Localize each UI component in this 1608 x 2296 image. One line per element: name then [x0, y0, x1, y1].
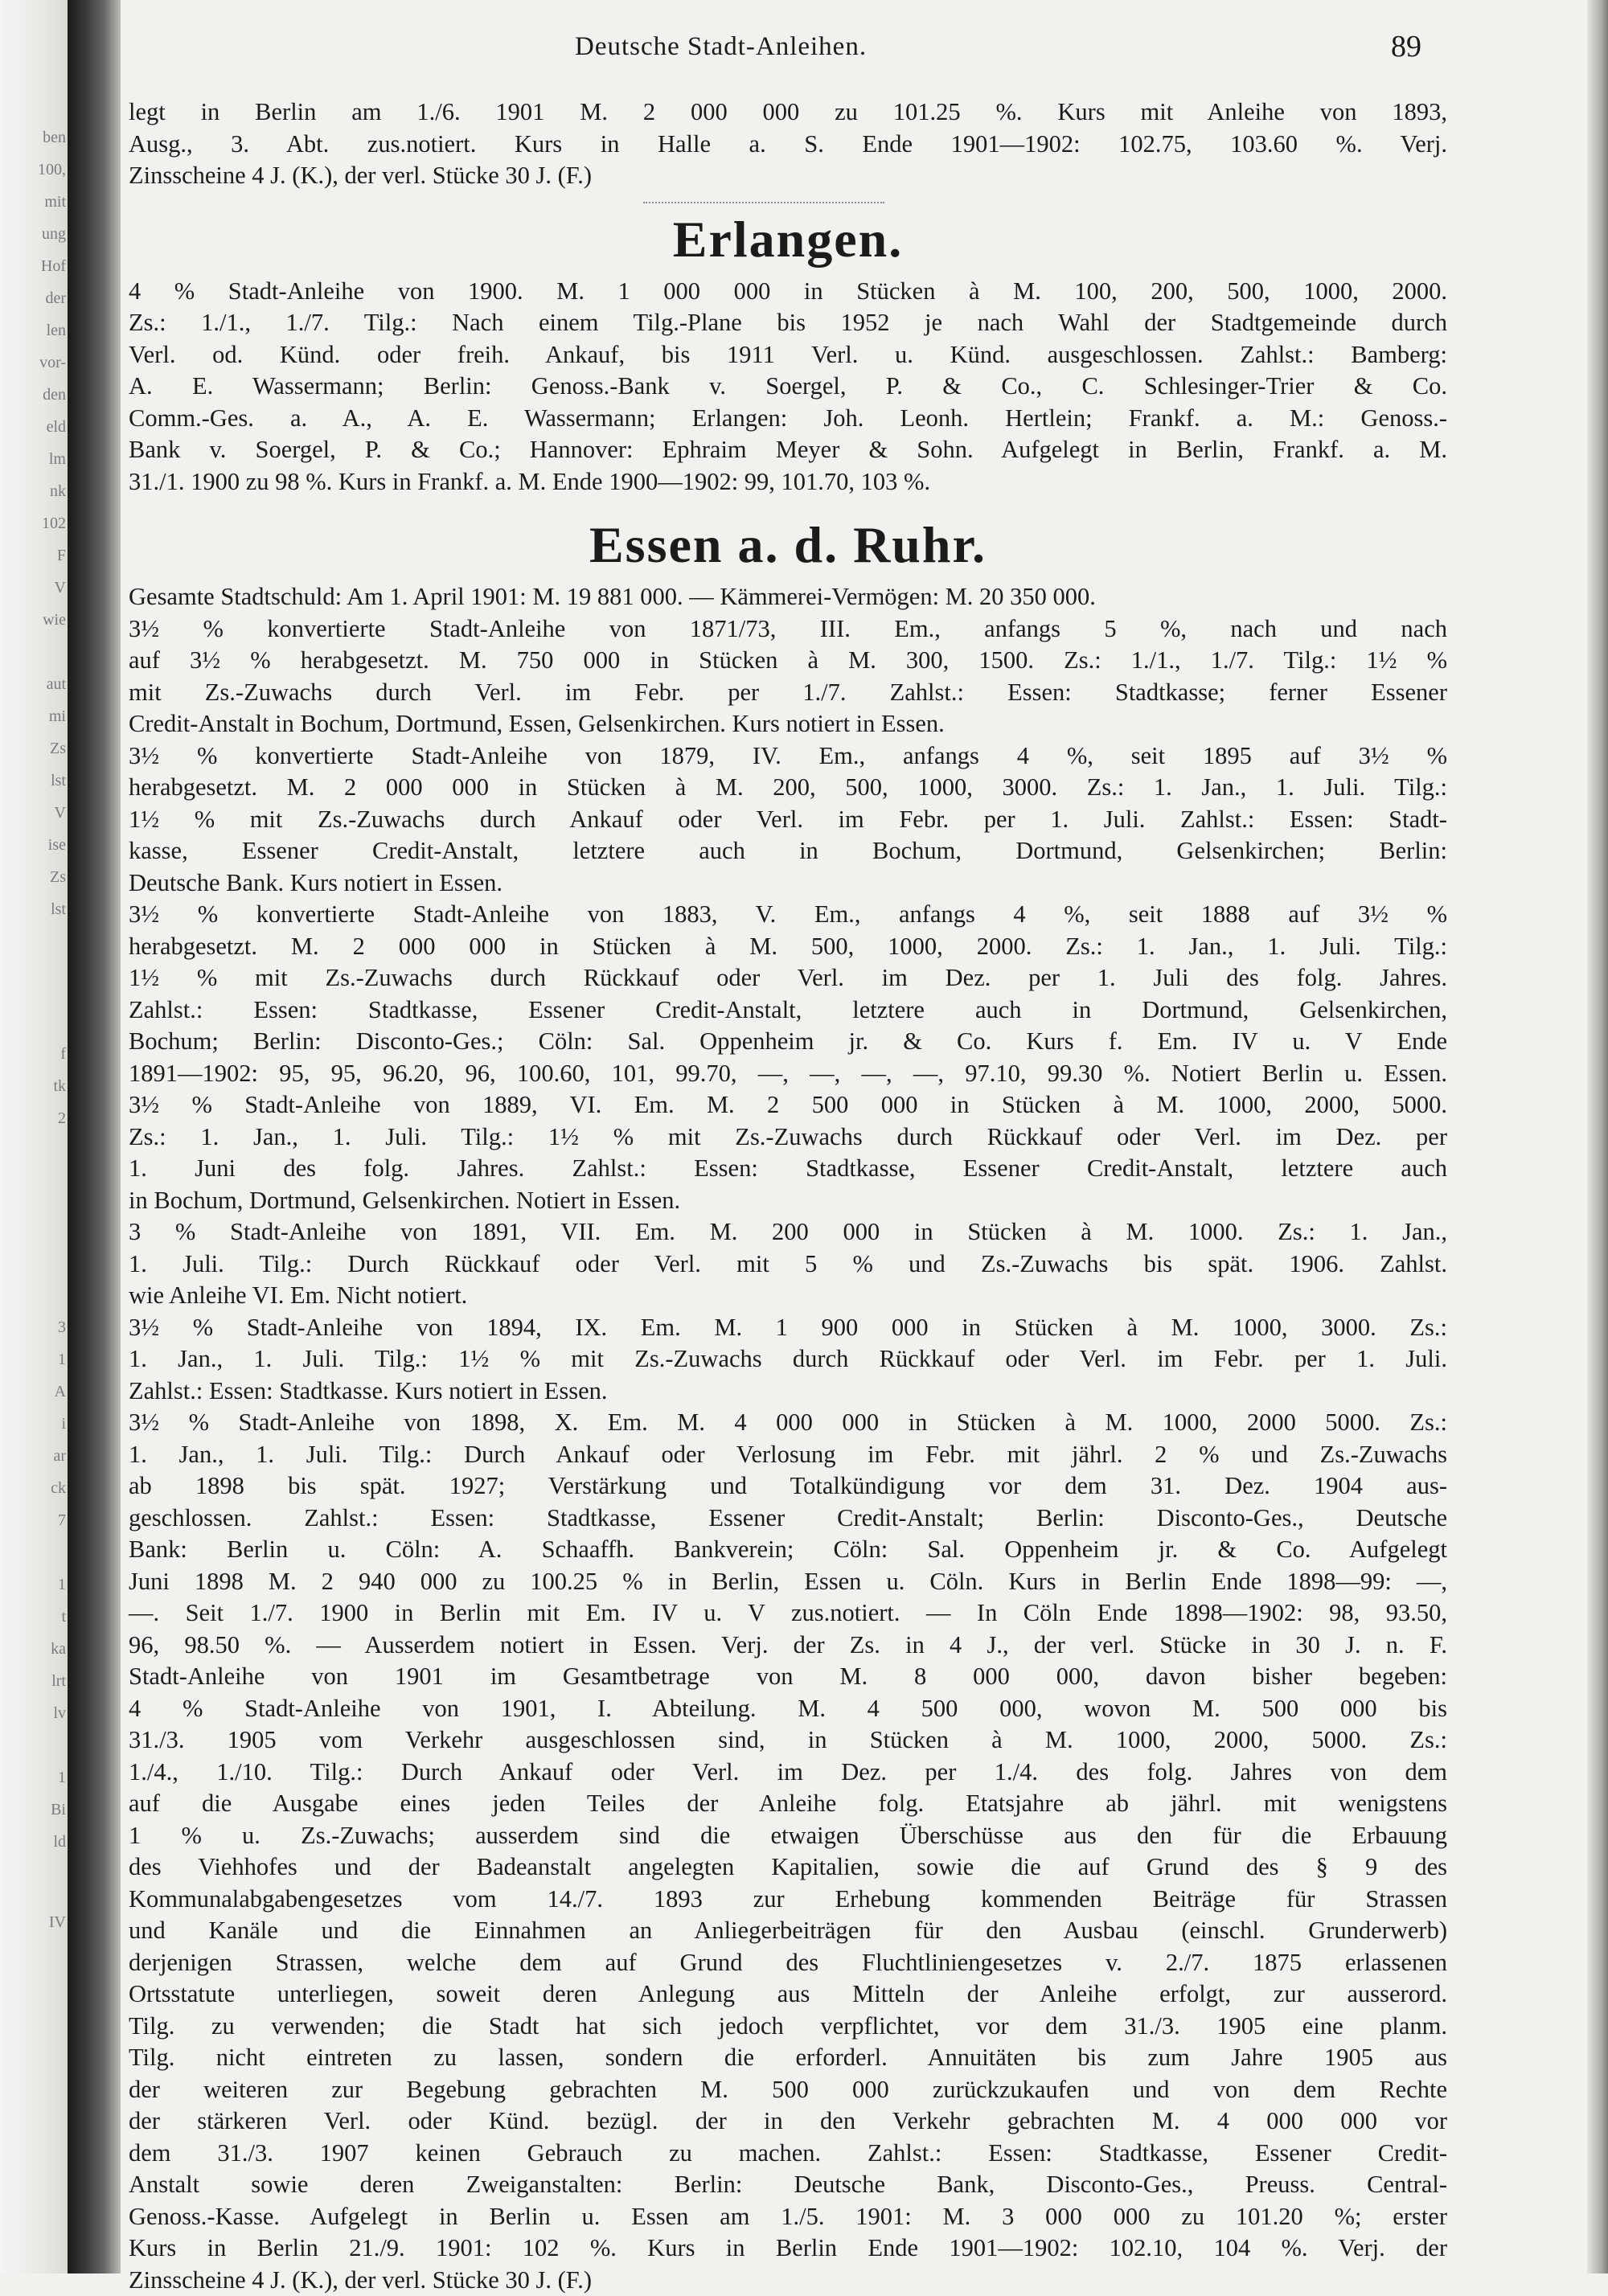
text-line: dem 31./3. 1907 keinen Gebrauch zu machen. Zahlst.: Essen: Stadtkasse, Essener Credit- — [129, 2138, 1447, 2170]
margin-fragment: t — [61, 1608, 66, 1626]
text-line: Verl. od. Künd. oder freih. Ankauf, bis 1911 Verl. u. Künd. ausgeschlossen. Zahlst.: Bamberg: — [129, 339, 1447, 371]
right-page-edge — [1587, 0, 1608, 2273]
text-line: Zahlst.: Essen: Stadtkasse, Essener Credit-Anstalt, letztere auch in Dortmund, Gelsenkirchen, — [129, 994, 1447, 1027]
text-line: Kommunalabgabengesetzes vom 14./7. 1893 zur Erhebung kommenden Beiträge für Strassen — [129, 1884, 1447, 1916]
margin-fragment: lm — [49, 450, 66, 469]
margin-fragment: eld — [47, 418, 66, 437]
text-line: auf die Ausgabe eines jeden Teiles der Anleihe folg. Etatsjahre ab jährl. mit wenigstens — [129, 1788, 1447, 1820]
text-line: 4 % Stadt-Anleihe von 1901, I. Abteilung. M. 4 500 000, wovon M. 500 000 bis — [129, 1693, 1447, 1725]
margin-fragment: Bi — [51, 1801, 66, 1819]
text-line: Zinsscheine 4 J. (K.), der verl. Stücke 30 J. (F.) — [129, 2265, 1447, 2296]
text-line: der weiteren zur Begebung gebrachten M. 500 000 zurückzukaufen und von dem Rechte — [129, 2074, 1447, 2106]
text-line: 1½ % mit Zs.-Zuwachs durch Ankauf oder Verl. im Febr. per 1. Juli. Zahlst.: Essen: Stadt- — [129, 804, 1447, 836]
margin-fragment: nk — [50, 482, 66, 501]
text-line: ab 1898 bis spät. 1927; Verstärkung und Totalkündigung vor dem 31. Dez. 1904 aus- — [129, 1470, 1447, 1503]
text-line: Zahlst.: Essen: Stadtkasse. Kurs notiert in Essen. — [129, 1376, 1447, 1408]
text-line: —. Seit 1./7. 1900 in Berlin mit Em. IV u. V zus.notiert. — In Cöln Ende 1898—1902: 98, 93.50, — [129, 1597, 1447, 1630]
text-line: 1891—1902: 95, 95, 96.20, 96, 100.60, 101, 99.70, —, —, —, —, 97.10, 99.30 %. Notiert Berlin u. Essen. — [129, 1058, 1447, 1090]
margin-fragment: 7 — [58, 1511, 66, 1530]
margin-fragment: ck — [51, 1479, 66, 1498]
margin-fragment: 2 — [58, 1109, 66, 1128]
text-line: 1. Juli. Tilg.: Durch Rückkauf oder Verl. mit 5 % und Zs.-Zuwachs bis spät. 1906. Zahlst. — [129, 1248, 1447, 1281]
margin-fragment: ben — [43, 129, 66, 147]
text-line: Deutsche Bank. Kurs notiert in Essen. — [129, 867, 1447, 900]
margin-fragment: 102 — [42, 515, 66, 533]
margin-fragment: tk — [53, 1077, 66, 1096]
text-line: kasse, Essener Credit-Anstalt, letztere auch in Bochum, Dortmund, Gelsenkirchen; Berlin: — [129, 835, 1447, 867]
margin-fragment: wie — [43, 611, 66, 629]
text-line: 96, 98.50 %. — Ausserdem notiert in Essen. Verj. der Zs. in 4 J., der verl. Stücke in 30 J. n. F. — [129, 1630, 1447, 1662]
text-line: 1. Juni des folg. Jahres. Zahlst.: Essen: Stadtkasse, Essener Credit-Anstalt, letztere auch — [129, 1153, 1447, 1185]
margin-fragment: IV — [49, 1913, 66, 1932]
margin-fragment: ld — [53, 1833, 66, 1851]
margin-fragment: mit — [44, 193, 66, 211]
margin-fragment: V — [55, 579, 66, 597]
text-line: Comm.-Ges. a. A., A. E. Wassermann; Erlangen: Joh. Leonh. Hertlein; Frankf. a. M.: Genoss.- — [129, 403, 1447, 435]
margin-fragment: V — [55, 804, 66, 822]
text-line: Zinsscheine 4 J. (K.), der verl. Stücke 30 J. (F.) — [129, 160, 1447, 192]
margin-fragment: ka — [51, 1640, 66, 1658]
margin-fragment: 3 — [58, 1318, 66, 1337]
text-line: herabgesetzt. M. 2 000 000 in Stücken à M. 200, 500, 1000, 3000. Zs.: 1. Jan., 1. Juli. Tilg.: — [129, 772, 1447, 804]
text-line: 1. Jan., 1. Juli. Tilg.: Durch Ankauf oder Verlosung im Febr. mit jährl. 2 % und Zs.-Zuwachs — [129, 1439, 1447, 1471]
text-line: herabgesetzt. M. 2 000 000 in Stücken à M. 500, 1000, 2000. Zs.: 1. Jan., 1. Juli. Tilg.: — [129, 931, 1447, 963]
text-line: des Viehhofes und der Badeanstalt angelegten Kapitalien, sowie die auf Grund des § 9 des — [129, 1851, 1447, 1884]
margin-fragment: lrt — [51, 1672, 66, 1691]
erlangen-block — [129, 276, 1447, 498]
page-number: 89 — [1391, 29, 1421, 64]
margin-fragment: lv — [53, 1704, 66, 1723]
text-line: 3 % Stadt-Anleihe von 1891, VII. Em. M. 200 000 in Stücken à M. 1000. Zs.: 1. Jan., — [129, 1216, 1447, 1248]
text-line: Tilg. zu verwenden; die Stadt hat sich jedoch verpflichtet, vor dem 31./3. 1905 eine planm. — [129, 2011, 1447, 2043]
text-line: Credit-Anstalt in Bochum, Dortmund, Essen, Gelsenkirchen. Kurs notiert in Essen. — [129, 708, 1447, 740]
margin-fragment: i — [61, 1415, 66, 1433]
margin-fragment: Zs — [50, 868, 66, 887]
text-line: Zs.: 1./1., 1./7. Tilg.: Nach einem Tilg.-Plane bis 1952 je nach Wahl der Stadtgemeinde durch — [129, 307, 1447, 339]
margin-fragment: vor- — [39, 354, 66, 372]
text-line: 3½ % konvertierte Stadt-Anleihe von 1871/73, III. Em., anfangs 5 %, nach und nach — [129, 613, 1447, 646]
margin-fragment: A — [55, 1383, 66, 1401]
text-line: 31./3. 1905 vom Verkehr ausgeschlossen sind, in Stücken à M. 1000, 2000, 5000. Zs.: — [129, 1724, 1447, 1757]
text-line: A. E. Wassermann; Berlin: Genoss.-Bank v. Soergel, P. & Co., C. Schlesinger-Trier & Co. — [129, 371, 1447, 403]
text-line: Genoss.-Kasse. Aufgelegt in Berlin u. Essen am 1./5. 1901: M. 3 000 000 zu 101.20 %; erster — [129, 2201, 1447, 2233]
text-line: geschlossen. Zahlst.: Essen: Stadtkasse, Essener Credit-Anstalt; Berlin: Disconto-Ges., Deutsche — [129, 1503, 1447, 1535]
text-line: und Kanäle und die Einnahmen an Anliegerbeiträgen für den Ausbau (einschl. Grunderwerb) — [129, 1915, 1447, 1947]
margin-fragment: ise — [48, 836, 66, 855]
margin-fragment: len — [47, 322, 66, 340]
text-line: 3½ % Stadt-Anleihe von 1898, X. Em. M. 4 000 000 in Stücken à M. 1000, 2000 5000. Zs.: — [129, 1407, 1447, 1439]
text-line: legt in Berlin am 1./6. 1901 M. 2 000 000 zu 101.25 %. Kurs mit Anleihe von 1893, — [129, 96, 1447, 129]
city-heading-essen: Essen a. d. Ruhr. — [129, 515, 1447, 575]
margin-fragment: Zs — [50, 740, 66, 758]
margin-fragment: der — [45, 289, 66, 308]
text-line: 1 % u. Zs.-Zuwachs; ausserdem sind die etwaigen Überschüsse aus den für die Erbauung — [129, 1820, 1447, 1852]
book-gutter-shadow — [68, 0, 121, 2273]
running-title: Deutsche Stadt-Anleihen. — [575, 32, 867, 62]
margin-fragment: den — [43, 386, 66, 404]
text-line: 1. Jan., 1. Juli. Tilg.: 1½ % mit Zs.-Zuwachs durch Rückkauf oder Verl. im Febr. per 1. Juli. — [129, 1343, 1447, 1376]
text-line: mit Zs.-Zuwachs durch Verl. im Febr. per 1./7. Zahlst.: Essen: Stadtkasse; ferner Essener — [129, 677, 1447, 709]
essen-block — [129, 581, 1447, 2296]
text-line: derjenigen Strassen, welche dem auf Grund des Fluchtliniengesetzes v. 2./7. 1875 erlassenen — [129, 1947, 1447, 1979]
margin-fragment: 1 — [58, 1351, 66, 1369]
margin-fragment: mi — [49, 707, 66, 726]
text-line: 3½ % Stadt-Anleihe von 1889, VI. Em. M. 2 500 000 in Stücken à M. 1000, 2000, 5000. — [129, 1089, 1447, 1121]
text-line: Ortsstatute unterliegen, soweit deren Anlegung aus Mitteln der Anleihe erfolgt, zur ausserord. — [129, 1978, 1447, 2011]
margin-fragment: F — [57, 547, 66, 565]
text-line: 1./4., 1./10. Tilg.: Durch Ankauf oder Verl. im Dez. per 1./4. des folg. Jahres von dem — [129, 1757, 1447, 1789]
section-divider — [643, 202, 884, 203]
text-line: Juni 1898 M. 2 940 000 zu 100.25 % in Berlin, Essen u. Cöln. Kurs in Berlin Ende 1898—99: —, — [129, 1566, 1447, 1598]
margin-fragment: Hof — [41, 257, 66, 276]
text-line: 3½ % konvertierte Stadt-Anleihe von 1879, IV. Em., anfangs 4 %, seit 1895 auf 3½ % — [129, 740, 1447, 773]
left-page-bleed — [0, 0, 71, 2273]
text-line: Zs.: 1. Jan., 1. Juli. Tilg.: 1½ % mit Zs.-Zuwachs durch Rückkauf oder Verl. im Dez. per — [129, 1121, 1447, 1154]
text-line: Tilg. nicht eintreten zu lassen, sondern die erforderl. Annuitäten bis zum Jahre 1905 aus — [129, 2042, 1447, 2074]
margin-fragment: f — [60, 1045, 66, 1064]
margin-fragment: 100, — [38, 161, 66, 179]
text-line: der stärkeren Verl. oder Künd. bezügl. der in den Verkehr gebrachten M. 4 000 000 vor — [129, 2105, 1447, 2138]
text-line: auf 3½ % herabgesetzt. M. 750 000 in Stücken à M. 300, 1500. Zs.: 1./1., 1./7. Tilg.: 1½ % — [129, 645, 1447, 677]
text-line: Bank v. Soergel, P. & Co.; Hannover: Ephraim Meyer & Sohn. Aufgelegt in Berlin, Frankf. a. M. — [129, 434, 1447, 466]
text-line: wie Anleihe VI. Em. Nicht notiert. — [129, 1280, 1447, 1312]
text-line: Anstalt sowie deren Zweiganstalten: Berlin: Deutsche Bank, Disconto-Ges., Preuss. Central- — [129, 2169, 1447, 2201]
text-line: 3½ % konvertierte Stadt-Anleihe von 1883, V. Em., anfangs 4 %, seit 1888 auf 3½ % — [129, 899, 1447, 931]
text-line: Bank: Berlin u. Cöln: A. Schaaffh. Bankverein; Cöln: Sal. Oppenheim jr. & Co. Aufgelegt — [129, 1534, 1447, 1566]
margin-fragment: lst — [51, 772, 66, 790]
text-line: 3½ % Stadt-Anleihe von 1894, IX. Em. M. 1 900 000 in Stücken à M. 1000, 3000. Zs.: — [129, 1312, 1447, 1344]
text-line: 31./1. 1900 zu 98 %. Kurs in Frankf. a. M. Ende 1900—1902: 99, 101.70, 103 %. — [129, 466, 1447, 498]
text-line: 1½ % mit Zs.-Zuwachs durch Rückkauf oder Verl. im Dez. per 1. Juli des folg. Jahres. — [129, 962, 1447, 994]
text-line: Kurs in Berlin 21./9. 1901: 102 %. Kurs in Berlin Ende 1901—1902: 102.10, 104 %. Verj. der — [129, 2232, 1447, 2265]
city-heading-erlangen: Erlangen. — [129, 210, 1447, 269]
margin-fragment: 1 — [58, 1576, 66, 1594]
margin-fragment: ung — [42, 225, 66, 244]
continuation-block — [129, 96, 1447, 192]
margin-fragment: 1 — [58, 1769, 66, 1787]
text-line: Gesamte Stadtschuld: Am 1. April 1901: M. 19 881 000. — Kämmerei-Vermögen: M. 20 350 000. — [129, 581, 1447, 613]
margin-fragment: ar — [53, 1447, 66, 1466]
text-line: Ausg., 3. Abt. zus.notiert. Kurs in Halle a. S. Ende 1901—1902: 102.75, 103.60 %. Verj. — [129, 129, 1447, 161]
text-line: Bochum; Berlin: Disconto-Ges.; Cöln: Sal. Oppenheim jr. & Co. Kurs f. Em. IV u. V Ende — [129, 1026, 1447, 1058]
margin-fragment: aut — [47, 675, 66, 694]
text-line: Stadt-Anleihe von 1901 im Gesamtbetrage von M. 8 000 000, davon bisher begeben: — [129, 1661, 1447, 1693]
margin-fragment: lst — [51, 900, 66, 919]
text-line: in Bochum, Dortmund, Gelsenkirchen. Notiert in Essen. — [129, 1185, 1447, 1217]
page-body — [129, 96, 1447, 2296]
text-line: 4 % Stadt-Anleihe von 1900. M. 1 000 000 in Stücken à M. 100, 200, 500, 1000, 2000. — [129, 276, 1447, 308]
